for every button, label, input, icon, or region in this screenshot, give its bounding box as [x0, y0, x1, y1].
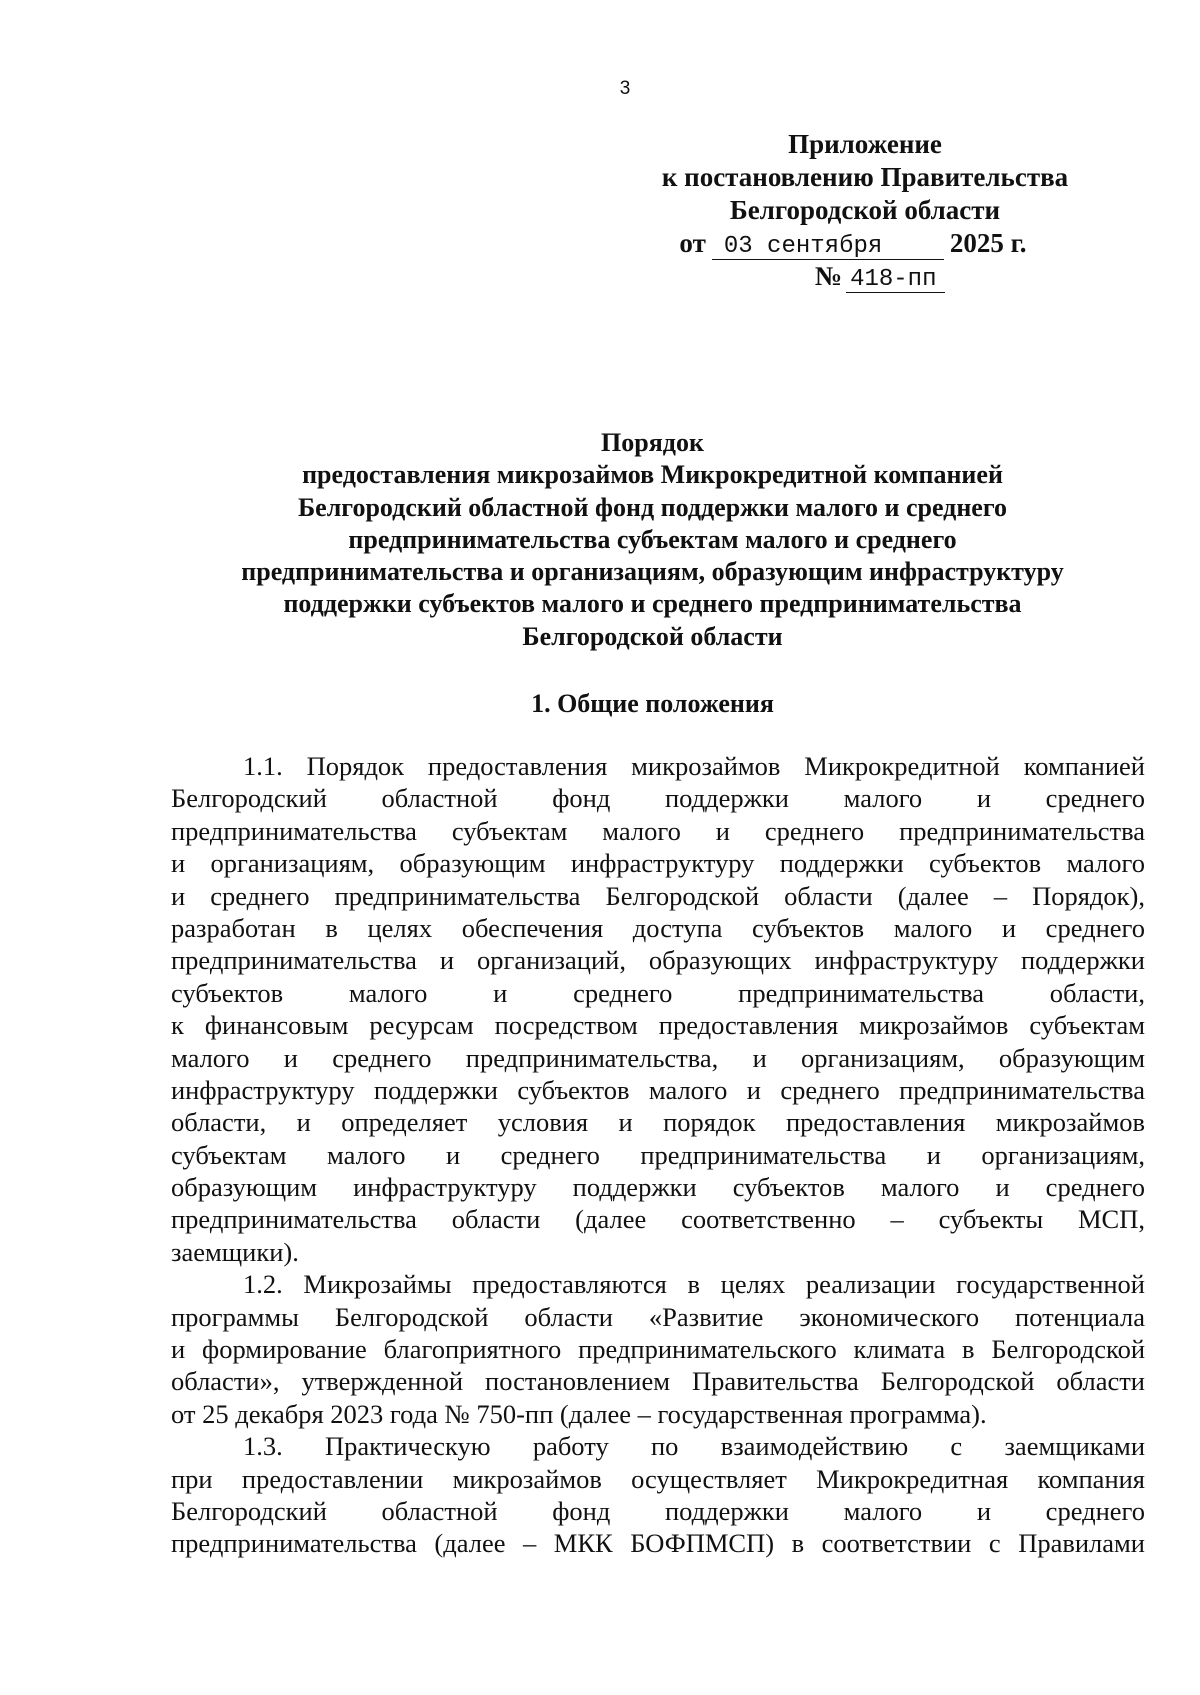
- text-line: области, и определяет условия и порядок предоставления микрозаймов: [171, 1107, 1145, 1138]
- appendix-date-line: [596, 227, 1110, 260]
- date-year: 2025 г.: [949, 228, 1027, 258]
- text-line: малого и среднего предпринимательства, и организациям, образующим: [171, 1042, 1145, 1073]
- text-line: 1.3. Практическую работу по взаимодействию с заемщиками: [243, 1431, 1145, 1462]
- text-line: 1.2. Микрозаймы предоставляются в целях реализации государственной: [243, 1269, 1145, 1300]
- text-line: разработан в целях обеспечения доступа субъектов малого и среднего: [171, 912, 1145, 943]
- appendix-reference: к постановлению Правительства: [661, 162, 1069, 192]
- text-line: при предоставлении микрозаймов осуществляет Микрокредитная компания: [171, 1463, 1145, 1494]
- appendix-number-line: [650, 260, 1110, 293]
- paragraph-1-1: [171, 750, 1145, 1268]
- text-line: и организациям, образующим инфраструктуру поддержки субъектов малого: [171, 848, 1145, 879]
- title-line: поддержки субъектов малого и среднего предпринимательства: [283, 589, 1022, 619]
- number-value: 418-пп: [846, 268, 945, 293]
- text-line: заемщики).: [171, 1236, 299, 1267]
- appendix-region: Белгородской области: [729, 195, 1001, 225]
- paragraph-1-2: [171, 1268, 1145, 1430]
- text-line: программы Белгородской области «Развитие экономического потенциала: [171, 1301, 1145, 1332]
- appendix-block: [620, 128, 1110, 293]
- text-line: предпринимательства субъектам малого и среднего предпринимательства: [171, 815, 1145, 846]
- text-line: к финансовым ресурсам посредством предоставления микрозаймов субъектам: [171, 1010, 1145, 1041]
- text-line: 1.1. Порядок предоставления микрозаймов Микрокредитной компанией: [243, 751, 1145, 781]
- body-text: [171, 750, 1145, 1560]
- page-number: 3: [619, 78, 631, 99]
- text-line: предпринимательства и организаций, образующих инфраструктуру поддержки: [171, 945, 1145, 976]
- paragraph-1-3: [171, 1430, 1145, 1560]
- text-line: области», утвержденной постановлением Правительства Белгородской области: [171, 1366, 1145, 1397]
- text-line: предпринимательства (далее – МКК БОФПМСП) в соответствии с Правилами: [171, 1528, 1145, 1559]
- title-line: предоставления микрозаймов Микрокредитной компанией: [302, 460, 1003, 490]
- text-line: от 25 декабря 2023 года № 750-пп (далее – государственная программа).: [171, 1398, 987, 1429]
- text-line: Белгородский областной фонд поддержки малого и среднего: [171, 1495, 1145, 1526]
- title-line: Белгородский областной фонд поддержки малого и среднего: [297, 492, 1008, 522]
- text-line: и среднего предпринимательства Белгородской области (далее – Порядок),: [171, 880, 1145, 911]
- text-line: и формирование благоприятного предпринимательского климата в Белгородской: [171, 1334, 1145, 1365]
- appendix-title: Приложение: [788, 129, 942, 159]
- title-line: Белгородской области: [522, 621, 783, 651]
- document-title: [160, 427, 1145, 653]
- text-line: субъектам малого и среднего предпринимательства и организациям,: [171, 1139, 1145, 1170]
- text-line: образующим инфраструктуру поддержки субъектов малого и среднего: [171, 1172, 1145, 1203]
- text-line: субъектов малого и среднего предпринимательства области,: [171, 977, 1145, 1008]
- date-prefix: от: [679, 228, 706, 258]
- text-line: инфраструктуру поддержки субъектов малого и среднего предпринимательства: [171, 1074, 1145, 1105]
- date-value: 03 сентября: [712, 235, 944, 260]
- text-line: Белгородский областной фонд поддержки малого и среднего: [171, 783, 1145, 814]
- section-heading: 1. Общие положения: [531, 689, 774, 718]
- text-line: предпринимательства области (далее соответственно – субъекты МСП,: [171, 1204, 1145, 1235]
- title-line: предпринимательства субъектам малого и среднего: [348, 524, 957, 554]
- title-line: Порядок: [601, 428, 704, 457]
- title-line: предпринимательства и организациям, образующим инфраструктуру: [241, 557, 1064, 587]
- number-prefix: №: [814, 261, 843, 291]
